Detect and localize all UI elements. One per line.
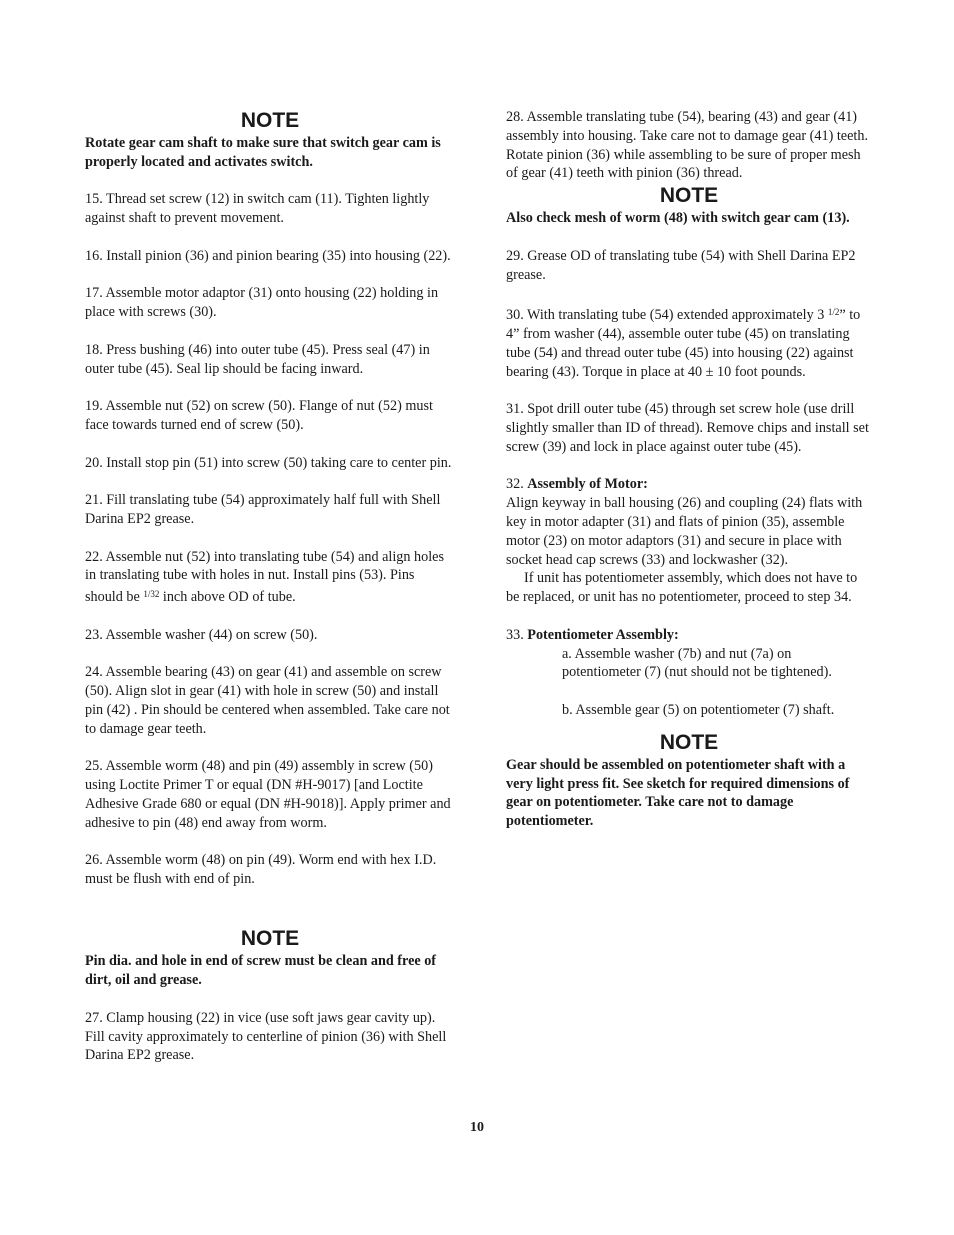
step-28: 28. Assemble translating tube (54), bearing (43) and gear (41) assembly into housing. Take care not to damage gear (41) teeth. Rotate pinion (36) while assembling to be sure of proper mesh of gear (41) teeth with pinion (36) thread.	[506, 109, 868, 182]
note-heading: NOTE	[659, 730, 719, 754]
step-29: 29. Grease OD of translating tube (54) with Shell Darina EP2 grease.	[506, 247, 856, 283]
step-26: 26. Assemble worm (48) on pin (49). Worm end with hex I.D. must be flush with end of pin.	[85, 852, 437, 888]
step-33-number: 33.	[506, 626, 528, 643]
step-15: 15. Thread set screw (12) in switch cam (11). Tighten lightly against shaft to prevent movement.	[85, 191, 430, 227]
right-column	[506, 108, 872, 831]
step-22	[85, 548, 455, 607]
note-text: Gear should be assembled on potentiometer shaft with a very light press fit. See sketch for required dimensions of gear on potentiometer. Take care not to damage potentiometer.	[506, 756, 850, 830]
note-text: Rotate gear cam shaft to make sure that switch gear cam is properly located and activates switch.	[85, 135, 441, 170]
step-17: 17. Assemble motor adaptor (31) onto housing (22) holding in place with screws (30).	[85, 285, 439, 321]
step-33-heading	[506, 626, 872, 645]
step-24: 24. Assemble bearing (43) on gear (41) and assemble on screw (50). Align slot in gear (41) with hole in screw (50) and install pin (42) . Pin should be centered when assembled. Take care not to damage gear teeth.	[85, 664, 450, 737]
step-32-text: Align keyway in ball housing (26) and coupling (24) flats with key in motor adapter (31) and flats of pinion (35), assemble motor (23) on motor adaptors (31) and secure in place with socket head cap screws (33) and lockwasher (32).	[506, 495, 863, 568]
note-heading: NOTE	[240, 927, 300, 951]
step-16: 16. Install pinion (36) and pinion bearing (35) into housing (22).	[85, 247, 451, 264]
step-27: 27. Clamp housing (22) in vice (use soft jaws gear cavity up). Fill cavity approximately to centerline of pinion (36) with Shell Darina EP2 grease.	[85, 1009, 447, 1064]
step-30-text-a: 30. With translating tube (54) extended approximately 3	[506, 307, 828, 324]
step-30-fraction: 1/2	[827, 307, 840, 318]
step-32-heading	[506, 475, 872, 494]
step-33-a: a. Assemble washer (7b) and nut (7a) on potentiometer (7) (nut should not be tightened).	[562, 645, 832, 681]
step-31: 31. Spot drill outer tube (45) through set screw hole (use drill slightly smaller than ID of thread). Remove chips and install set screw (39) and lock in place against outer tube (45).	[506, 401, 869, 455]
step-33-title: Potentiometer Assembly:	[527, 626, 679, 643]
step-23: 23. Assemble washer (44) on screw (50).	[85, 626, 318, 643]
left-column	[85, 108, 455, 1065]
note-text: Pin dia. and hole in end of screw must be clean and free of dirt, oil and grease.	[85, 953, 437, 989]
step-30	[506, 303, 872, 381]
note-heading: NOTE	[659, 184, 719, 208]
step-22-fraction: 1/32	[143, 589, 160, 600]
step-25: 25. Assemble worm (48) and pin (49) assembly in screw (50) using Loctite Primer T or equal (DN #H-9017) [and Loctite Adhesive Grade 680 or equal (DN #H-9018)]. Apply primer and adhesive to pin (48) end away from worm.	[85, 758, 451, 831]
step-30-text-b: ” to 4” from washer (44), assemble outer tube (45) on translating tube (54) and thread outer tube (45) into housing (22) against bearing (43). Torque in place at 40 ± 10 foot pounds.	[506, 307, 861, 380]
step-33-b: b. Assemble gear (5) on potentiometer (7) shaft.	[562, 701, 835, 718]
step-22-text-a: 22. Assemble nut (52) into translating tube (54) and align holes in translating tube with holes in nut. Install pins (53). Pins should be	[85, 548, 444, 606]
step-22-text-b: inch above OD of tube.	[159, 589, 296, 606]
step-19: 19. Assemble nut (52) on screw (50). Flange of nut (52) must face towards turned end of screw (50).	[85, 398, 433, 433]
note-text: Also check mesh of worm (48) with switch gear cam (13).	[506, 210, 850, 227]
step-32-text-2: If unit has potentiometer assembly, which does not have to be replaced, or unit has no potentiometer, proceed to step 34.	[506, 570, 858, 606]
step-32-number: 32.	[506, 476, 528, 493]
step-21: 21. Fill translating tube (54) approximately half full with Shell Darina EP2 grease.	[85, 492, 441, 527]
step-32-title: Assembly of Motor:	[527, 476, 648, 493]
note-heading: NOTE	[240, 109, 300, 132]
step-18: 18. Press bushing (46) into outer tube (45). Press seal (47) in outer tube (45). Seal lip should be facing inward.	[85, 341, 430, 377]
page-number: 10	[470, 1120, 484, 1135]
step-20: 20. Install stop pin (51) into screw (50) taking care to center pin.	[85, 454, 452, 471]
